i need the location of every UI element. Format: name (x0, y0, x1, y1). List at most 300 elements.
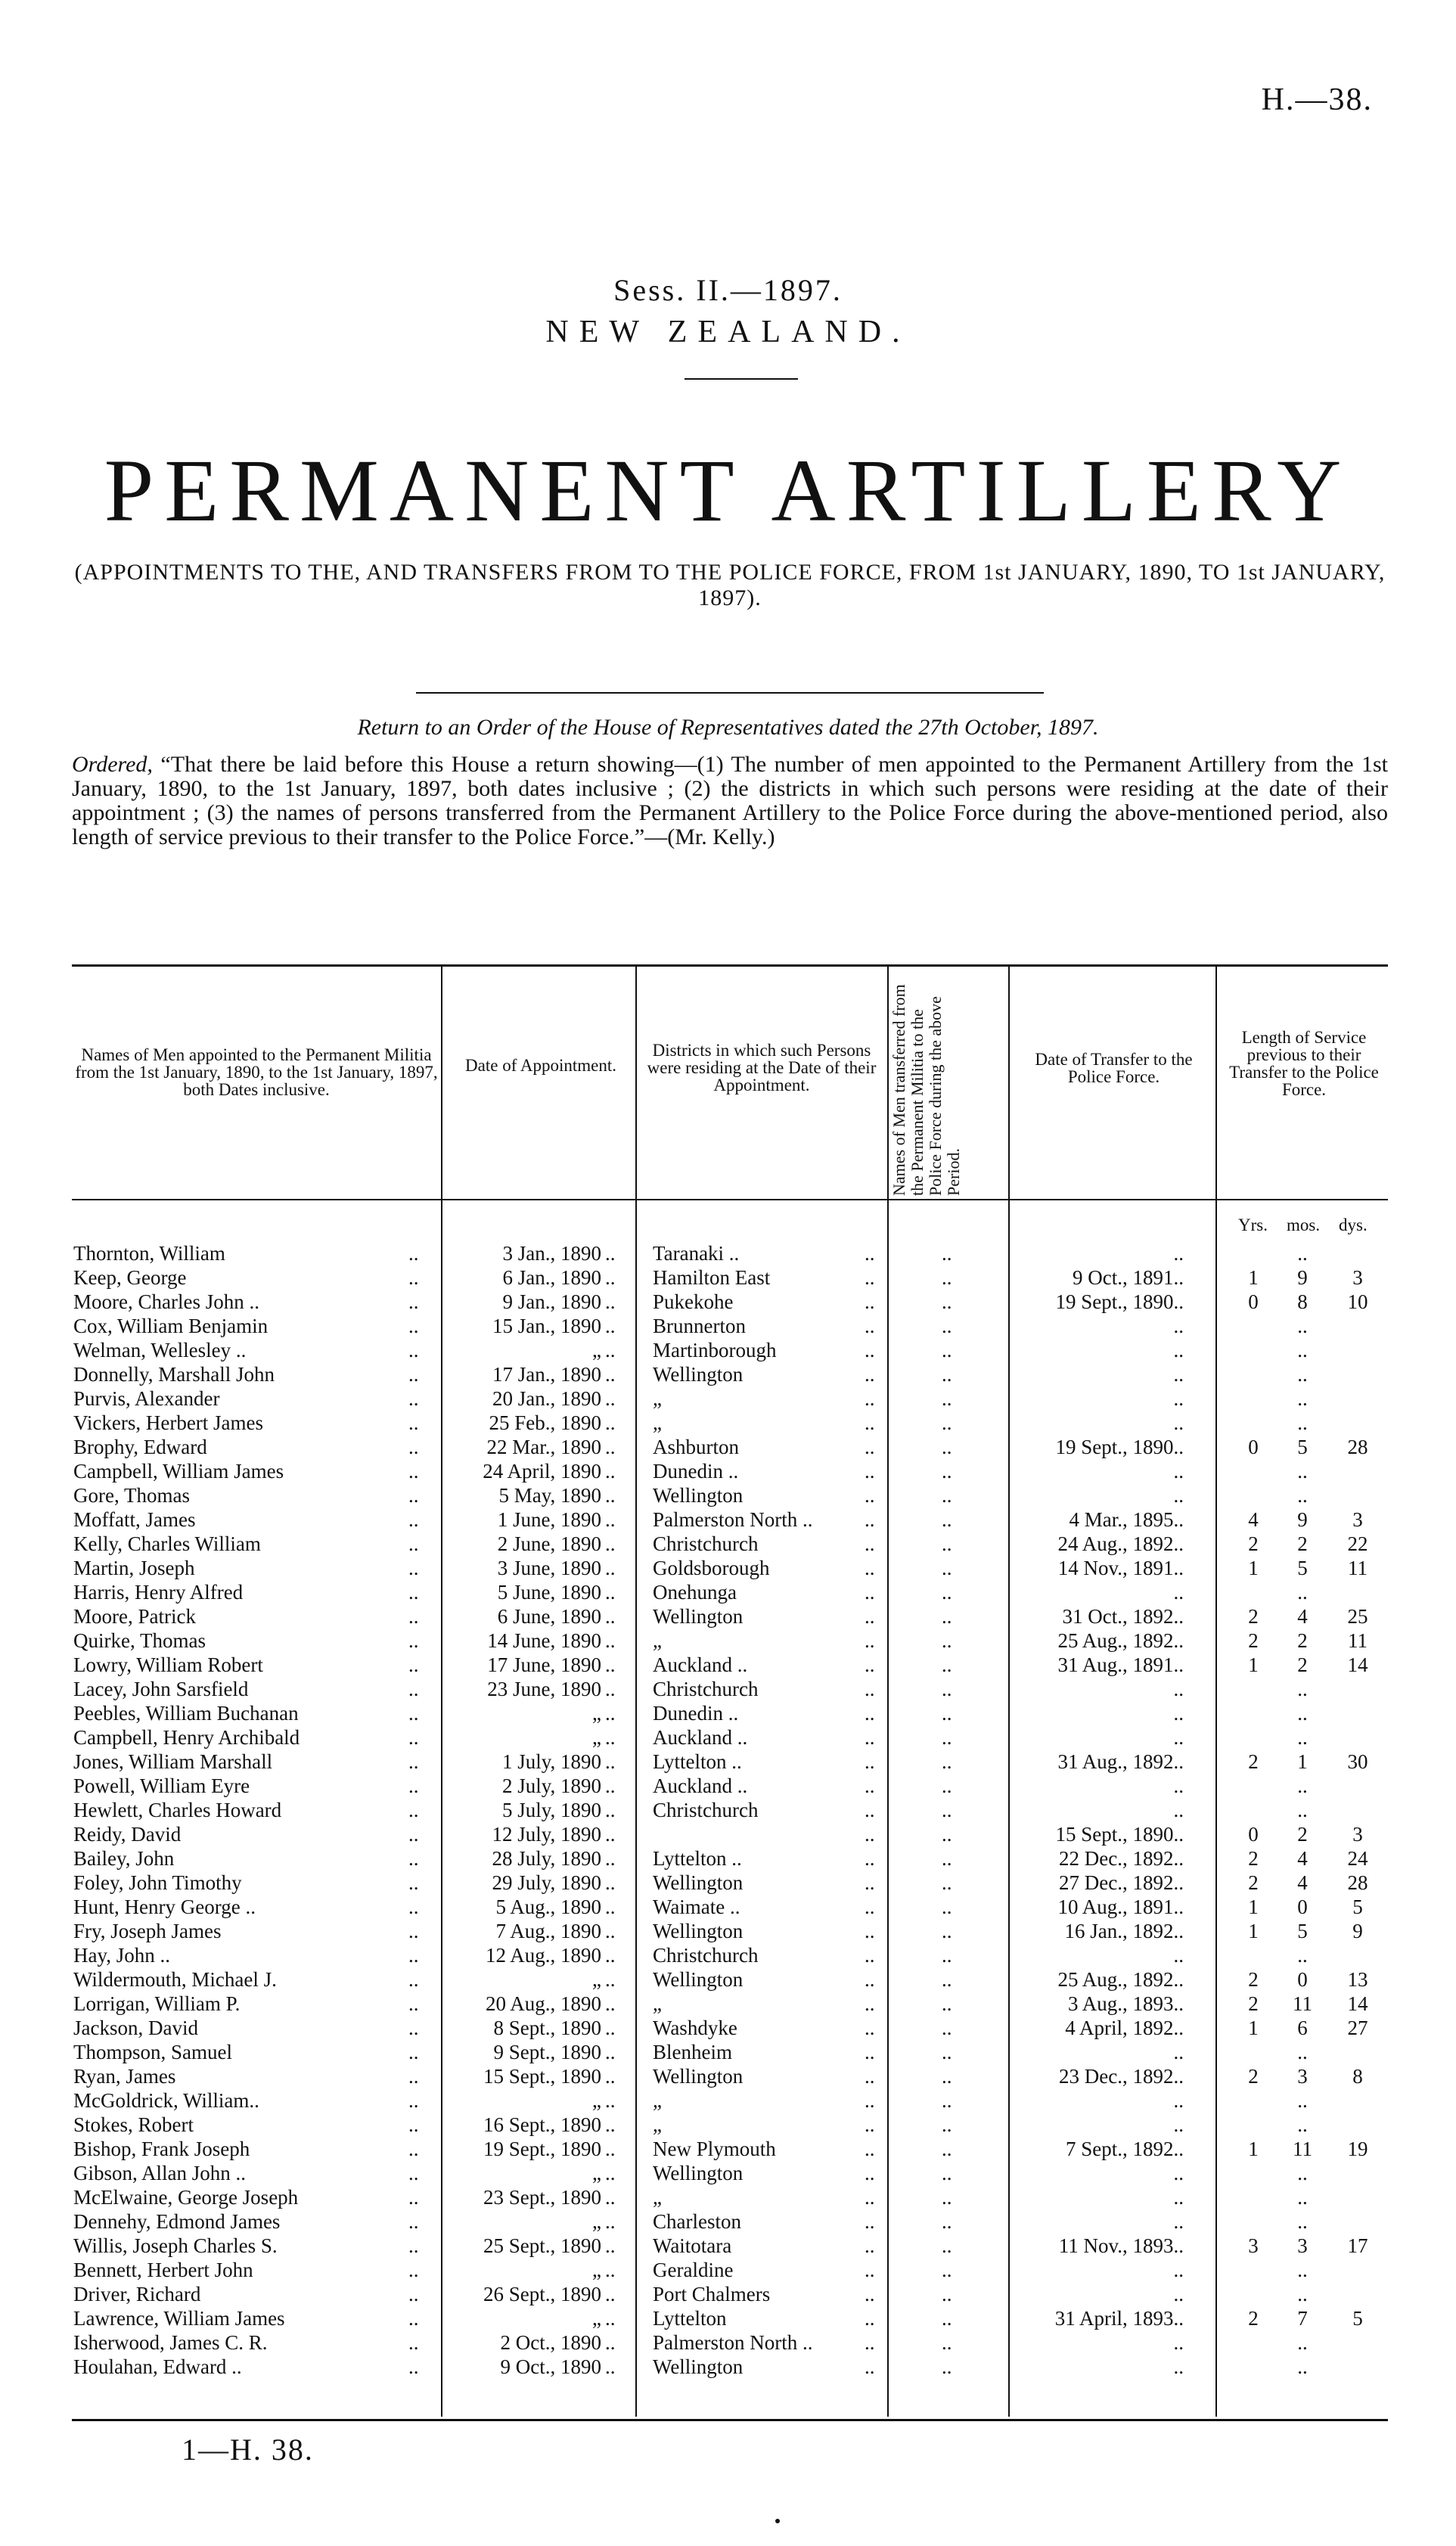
cell-date: 7 Aug., 1890 (495, 1920, 601, 1942)
cell-district: „ (653, 1992, 662, 2015)
cell-name: Cox, William Benjamin (73, 1315, 269, 1337)
leader-dots: .. (865, 1992, 875, 2015)
leader-dots: .. (942, 2331, 952, 2354)
cell-years: 1 (1248, 2017, 1259, 2039)
cell-transfer-date: 15 Sept., 1890.. (1055, 1823, 1184, 1846)
cell-months: 5 (1297, 1557, 1308, 1579)
footer-reference: 1—H. 38. (182, 2433, 314, 2467)
leader-dots: .. (865, 1605, 875, 1628)
leader-dots: .. (865, 1702, 875, 1725)
cell-name: Donnelly, Marshall John (73, 1363, 275, 1386)
cell-months: .. (1297, 1484, 1308, 1507)
leader-dots: .. (408, 2355, 419, 2378)
cell-transfer-date: .. (1173, 2041, 1184, 2063)
cell-district: Wellington (653, 1871, 744, 1894)
cell-district: „ (653, 2089, 662, 2112)
leader-dots: .. (605, 1387, 616, 1410)
appointments-table (72, 964, 1388, 2417)
leader-dots: .. (408, 1436, 419, 1458)
leader-dots: .. (942, 1896, 952, 1918)
leader-dots: .. (605, 1944, 616, 1967)
cell-name: Fry, Joseph James (73, 1920, 222, 1942)
cell-transfer-date: .. (1173, 1339, 1184, 1361)
leader-dots: .. (605, 1896, 616, 1918)
cell-name: Lawrence, William James (73, 2307, 285, 2330)
cell-date: „ (592, 1726, 601, 1749)
cell-date: 5 July, 1890 (501, 1799, 601, 1821)
leader-dots: .. (605, 1508, 616, 1531)
return-order-line: Return to an Order of the House of Representatives dated the 27th October, 1897. (357, 715, 1099, 740)
cell-date: 17 Jan., 1890 (492, 1363, 601, 1386)
cell-years: 3 (1248, 2234, 1259, 2257)
cell-district: Pukekohe (653, 1290, 734, 1313)
leader-dots: .. (605, 1871, 616, 1894)
cell-days: 11 (1348, 1557, 1368, 1579)
cell-name: Campbell, William James (73, 1460, 284, 1483)
cell-district: Wellington (653, 1484, 744, 1507)
cell-date: 9 Jan., 1890 (502, 1290, 601, 1313)
cell-district: „ (653, 1629, 662, 1652)
leader-dots: .. (408, 1968, 419, 1991)
table-bottom-rule (72, 2419, 1388, 2421)
leader-dots: .. (942, 1799, 952, 1821)
leader-dots: .. (605, 1750, 616, 1773)
cell-district: Port Chalmers (653, 2283, 771, 2305)
cell-date: 23 June, 1890 (487, 1678, 601, 1700)
leader-dots: .. (942, 1411, 952, 1434)
cell-transfer-date: .. (1173, 2162, 1184, 2184)
leader-dots: .. (865, 1339, 875, 1361)
leader-dots: .. (605, 1484, 616, 1507)
cell-name: Vickers, Herbert James (73, 1411, 264, 1434)
leader-dots: .. (605, 1581, 616, 1604)
leader-dots: .. (408, 2089, 419, 2112)
cell-transfer-date: .. (1173, 1702, 1184, 1725)
leader-dots: .. (942, 1363, 952, 1386)
cell-months: .. (1297, 2259, 1308, 2281)
leader-dots: .. (942, 2089, 952, 2112)
cell-date: „ (592, 1702, 601, 1725)
cell-days: 19 (1347, 2138, 1368, 2160)
leader-dots: .. (942, 1460, 952, 1483)
leader-dots: .. (605, 1363, 616, 1386)
cell-months: 6 (1297, 2017, 1308, 2039)
cell-months: .. (1297, 1411, 1308, 1434)
leader-dots: .. (408, 2186, 419, 2209)
cell-district: Auckland .. (653, 1774, 748, 1797)
cell-name: Gibson, Allan John .. (73, 2162, 247, 2184)
cell-district: Dunedin .. (653, 1702, 739, 1725)
leader-dots: .. (605, 2186, 616, 2209)
cell-transfer-date: .. (1173, 1387, 1184, 1410)
leader-dots: .. (605, 2162, 616, 2184)
cell-name: Jackson, David (73, 2017, 198, 2039)
leader-dots: .. (942, 2234, 952, 2257)
unit-days: dys. (1339, 1216, 1368, 1234)
cell-name: Isherwood, James C. R. (73, 2331, 268, 2354)
leader-dots: .. (408, 1871, 419, 1894)
cell-days: 14 (1347, 1992, 1368, 2015)
cell-months: 9 (1297, 1508, 1308, 1531)
cell-date: 5 June, 1890 (497, 1581, 601, 1604)
cell-months: .. (1297, 2162, 1308, 2184)
cell-months: .. (1297, 2186, 1308, 2209)
cell-name: Purvis, Alexander (73, 1387, 220, 1410)
cell-district: Palmerston North .. (653, 2331, 813, 2354)
cell-days: 5 (1352, 2307, 1363, 2330)
leader-dots: .. (408, 2210, 419, 2233)
cell-name: Gore, Thomas (73, 1484, 190, 1507)
cell-transfer-date: 31 Aug., 1891.. (1057, 1653, 1184, 1676)
leader-dots: .. (865, 1799, 875, 1821)
leader-dots: .. (865, 2283, 875, 2305)
cell-date: 14 June, 1890 (487, 1629, 601, 1652)
leader-dots: .. (865, 1266, 875, 1289)
cell-days: 22 (1347, 1532, 1368, 1555)
leader-dots: .. (408, 1315, 419, 1337)
leader-dots: .. (865, 2307, 875, 2330)
leader-dots: .. (408, 1920, 419, 1942)
cell-date: 24 April, 1890 (483, 1460, 601, 1483)
cell-days: 14 (1347, 1653, 1368, 1676)
cell-months: .. (1297, 2041, 1308, 2063)
cell-years: 1 (1248, 1266, 1259, 1289)
cell-months: .. (1297, 2113, 1308, 2136)
leader-dots: .. (942, 2186, 952, 2209)
leader-dots: .. (942, 1436, 952, 1458)
leader-dots: .. (865, 1290, 875, 1313)
leader-dots: .. (605, 2355, 616, 2378)
cell-district: Dunedin .. (653, 1460, 739, 1483)
leader-dots: .. (942, 1629, 952, 1652)
cell-transfer-date: .. (1173, 1726, 1184, 1749)
cell-transfer-date: .. (1173, 1411, 1184, 1434)
leader-dots: .. (865, 2234, 875, 2257)
cell-date: 23 Sept., 1890 (483, 2186, 601, 2209)
table-top-rule (72, 964, 1388, 967)
cell-date: 3 June, 1890 (497, 1557, 601, 1579)
leader-dots: .. (942, 2113, 952, 2136)
cell-date: 9 Sept., 1890 (493, 2041, 601, 2063)
leader-dots: .. (865, 2089, 875, 2112)
cell-years: 1 (1248, 1920, 1259, 1942)
cell-transfer-date: 10 Aug., 1891.. (1057, 1896, 1184, 1918)
leader-dots: .. (408, 1363, 419, 1386)
cell-name: Brophy, Edward (73, 1436, 207, 1458)
cell-name: Lorrigan, William P. (73, 1992, 241, 2015)
leader-dots: .. (942, 2138, 952, 2160)
cell-district: Waitotara (653, 2234, 732, 2257)
cell-name: Peebles, William Buchanan (73, 1702, 299, 1725)
leader-dots: .. (865, 1460, 875, 1483)
leader-dots: .. (408, 1460, 419, 1483)
cell-transfer-date: 24 Aug., 1892.. (1057, 1532, 1184, 1555)
leader-dots: .. (942, 2017, 952, 2039)
leader-dots: .. (865, 1363, 875, 1386)
leader-dots: .. (942, 1266, 952, 1289)
leader-dots: .. (408, 1629, 419, 1652)
cell-date: 2 July, 1890 (501, 1774, 601, 1797)
cell-name: Keep, George (73, 1266, 187, 1289)
leader-dots: .. (942, 1557, 952, 1579)
leader-dots: .. (408, 1847, 419, 1870)
cell-name: Thompson, Samuel (73, 2041, 232, 2063)
leader-dots: .. (408, 1605, 419, 1628)
leader-dots: .. (942, 2283, 952, 2305)
cell-years: 1 (1248, 1896, 1259, 1918)
leader-dots: .. (408, 1484, 419, 1507)
leader-dots: .. (408, 2331, 419, 2354)
leader-dots: .. (942, 1750, 952, 1773)
cell-transfer-date: .. (1173, 1799, 1184, 1821)
leader-dots: .. (942, 2065, 952, 2088)
cell-date: 22 Mar., 1890 (486, 1436, 601, 1458)
cell-name: Bailey, John (73, 1847, 175, 1870)
cell-months: 3 (1297, 2234, 1308, 2257)
leader-dots: .. (942, 1920, 952, 1942)
cell-transfer-date: .. (1173, 1484, 1184, 1507)
cell-date: „ (592, 2210, 601, 2233)
cell-district: Wellington (653, 2065, 744, 2088)
leader-dots: .. (865, 1242, 875, 1265)
leader-dots: .. (605, 1629, 616, 1652)
cell-district: Waimate .. (653, 1896, 740, 1918)
cell-date: 5 Aug., 1890 (495, 1896, 601, 1918)
leader-dots: .. (408, 1653, 419, 1676)
cell-name: Powell, William Eyre (73, 1774, 250, 1797)
cell-date: 1 July, 1890 (501, 1750, 601, 1773)
leader-dots: .. (865, 1726, 875, 1749)
table-header-rule (72, 1199, 1388, 1200)
cell-district: „ (653, 2186, 662, 2209)
cell-years: 1 (1248, 2138, 1259, 2160)
leader-dots: .. (942, 1968, 952, 1991)
cell-date: „ (592, 1339, 601, 1361)
leader-dots: .. (408, 2162, 419, 2184)
cell-date: „ (592, 2089, 601, 2112)
cell-months: .. (1297, 1581, 1308, 1604)
leader-dots: .. (942, 1242, 952, 1265)
leader-dots: .. (942, 1508, 952, 1531)
leader-dots: .. (865, 2041, 875, 2063)
cell-name: Driver, Richard (73, 2283, 201, 2305)
cell-district: Charleston (653, 2210, 741, 2233)
leader-dots: .. (865, 1581, 875, 1604)
cell-years: 2 (1248, 2307, 1259, 2330)
cell-months: 0 (1297, 1896, 1308, 1918)
cell-name: Dennehy, Edmond James (73, 2210, 281, 2233)
cell-months: .. (1297, 2355, 1308, 2378)
leader-dots: .. (408, 1992, 419, 2015)
cell-transfer-date: .. (1173, 2259, 1184, 2281)
leader-dots: .. (408, 2113, 419, 2136)
leader-dots: .. (408, 2234, 419, 2257)
cell-district: Washdyke (653, 2017, 737, 2039)
cell-name: Ryan, James (73, 2065, 176, 2088)
leader-dots: .. (605, 2210, 616, 2233)
cell-name: Hewlett, Charles Howard (73, 1799, 282, 1821)
leader-dots: .. (605, 1653, 616, 1676)
cell-name: Lowry, William Robert (73, 1653, 263, 1676)
leader-dots: .. (408, 1702, 419, 1725)
leader-dots: .. (408, 1339, 419, 1361)
cell-name: McElwaine, George Joseph (73, 2186, 299, 2209)
leader-dots: .. (605, 1992, 616, 2015)
cell-transfer-date: 22 Dec., 1892.. (1059, 1847, 1184, 1870)
leader-dots: .. (605, 2113, 616, 2136)
leader-dots: .. (408, 1944, 419, 1967)
leader-dots: .. (605, 1920, 616, 1942)
leader-dots: .. (408, 1750, 419, 1773)
leader-dots: .. (605, 2307, 616, 2330)
cell-transfer-date: .. (1173, 2331, 1184, 2354)
leader-dots: .. (605, 1678, 616, 1700)
section-divider (416, 692, 1044, 694)
cell-days: 28 (1347, 1436, 1368, 1458)
cell-months: .. (1297, 1387, 1308, 1410)
leader-dots: .. (605, 1726, 616, 1749)
leader-dots: .. (605, 1968, 616, 1991)
cell-transfer-date: .. (1173, 2210, 1184, 2233)
cell-name: Wildermouth, Michael J. (73, 1968, 277, 1991)
leader-dots: .. (865, 2186, 875, 2209)
cell-name: Foley, John Timothy (73, 1871, 242, 1894)
leader-dots: .. (605, 2065, 616, 2088)
cell-transfer-date: .. (1173, 1363, 1184, 1386)
cell-months: 7 (1297, 2307, 1308, 2330)
leader-dots: .. (865, 1871, 875, 1894)
cell-date: 20 Aug., 1890 (485, 1992, 601, 2015)
cell-name: Kelly, Charles William (73, 1532, 261, 1555)
cell-months: .. (1297, 1460, 1308, 1483)
cell-days: 9 (1352, 1920, 1363, 1942)
cell-district: Auckland .. (653, 1653, 748, 1676)
leader-dots: .. (605, 2259, 616, 2281)
cell-transfer-date: 11 Nov., 1893.. (1058, 2234, 1184, 2257)
cell-transfer-date: .. (1173, 2089, 1184, 2112)
cell-years: 2 (1248, 1629, 1259, 1652)
leader-dots: .. (408, 2307, 419, 2330)
cell-date: 5 May, 1890 (498, 1484, 601, 1507)
cell-name: Campbell, Henry Archibald (73, 1726, 300, 1749)
cell-district: Ashburton (653, 1436, 739, 1458)
cell-district: Lyttelton (653, 2307, 727, 2330)
leader-dots: .. (408, 2017, 419, 2039)
cell-years: 2 (1248, 1871, 1259, 1894)
cell-transfer-date: 31 Oct., 1892.. (1062, 1605, 1184, 1628)
cell-years: 2 (1248, 1968, 1259, 1991)
leader-dots: .. (942, 1726, 952, 1749)
cell-district: Christchurch (653, 1944, 759, 1967)
cell-name: McGoldrick, William.. (73, 2089, 259, 2112)
cell-months: 2 (1297, 1532, 1308, 1555)
cell-months: 11 (1293, 1992, 1312, 2015)
cell-district: Blenheim (653, 2041, 732, 2063)
leader-dots: .. (408, 1823, 419, 1846)
leader-dots: .. (865, 1823, 875, 1846)
column-divider (635, 964, 637, 2417)
cell-transfer-date: 27 Dec., 1892.. (1059, 1871, 1184, 1894)
short-divider (685, 378, 798, 380)
cell-transfer-date: .. (1173, 1944, 1184, 1967)
cell-months: 3 (1297, 2065, 1308, 2088)
document-subtitle: (APPOINTMENTS TO THE, AND TRANSFERS FROM TO THE POLICE FORCE, FROM 1st JANUARY, 1890, TO 1st JANUARY, 1897). (74, 560, 1386, 610)
cell-transfer-date: 25 Aug., 1892.. (1057, 1629, 1184, 1652)
cell-months: 1 (1297, 1750, 1308, 1773)
ordered-text: “That there be laid before this House a return showing—(1) The number of men appointed to the Permanent Artillery from the 1st January, 1890, to the 1st January, 1897, both dates inclusive ; (2) the districts in which such persons were residing at the date of their appointment ; (3) the names of persons transferred from the Permanent Artillery to the Police Force during the above-mentioned period, also length of service previous to their transfer to the Police Force.”—(Mr. Kelly.) (72, 752, 1389, 849)
cell-date: 15 Sept., 1890 (483, 2065, 601, 2088)
cell-years: 2 (1248, 1750, 1259, 1773)
cell-name: Hunt, Henry George .. (73, 1896, 256, 1918)
cell-name: Moffatt, James (73, 1508, 196, 1531)
leader-dots: .. (865, 1436, 875, 1458)
leader-dots: .. (865, 1944, 875, 1967)
cell-years: 2 (1248, 1532, 1259, 1555)
leader-dots: .. (942, 1387, 952, 1410)
leader-dots: .. (605, 1702, 616, 1725)
cell-name: Hay, John .. (73, 1944, 170, 1967)
cell-days: 5 (1352, 1896, 1363, 1918)
cell-months: 4 (1297, 1605, 1308, 1628)
leader-dots: .. (865, 2138, 875, 2160)
cell-months: .. (1297, 1944, 1308, 1967)
ordered-lead: Ordered, (72, 752, 153, 777)
leader-dots: .. (865, 2259, 875, 2281)
cell-date: 12 July, 1890 (492, 1823, 601, 1846)
cell-district: Hamilton East (653, 1266, 771, 1289)
leader-dots: .. (605, 1266, 616, 1289)
cell-district: Wellington (653, 1920, 744, 1942)
cell-date: 29 July, 1890 (492, 1871, 601, 1894)
leader-dots: .. (408, 1799, 419, 1821)
cell-days: 13 (1347, 1968, 1368, 1991)
leader-dots: .. (865, 1896, 875, 1918)
cell-transfer-date: 19 Sept., 1890.. (1055, 1436, 1184, 1458)
cell-district: Lyttelton .. (653, 1847, 742, 1870)
cell-months: 2 (1297, 1823, 1308, 1846)
cell-date: 17 June, 1890 (487, 1653, 601, 1676)
leader-dots: .. (942, 1532, 952, 1555)
cell-transfer-date: 31 Aug., 1892.. (1057, 1750, 1184, 1773)
cell-years: 2 (1248, 1992, 1259, 2015)
cell-transfer-date: .. (1173, 1774, 1184, 1797)
leader-dots: .. (942, 1339, 952, 1361)
leader-dots: .. (865, 1629, 875, 1652)
cell-date: 28 July, 1890 (492, 1847, 601, 1870)
ordered-paragraph (72, 753, 1388, 849)
cell-transfer-date: .. (1173, 2355, 1184, 2378)
cell-date: 16 Sept., 1890 (483, 2113, 601, 2136)
cell-name: Moore, Charles John .. (73, 1290, 259, 1313)
unit-months: mos. (1287, 1216, 1321, 1234)
cell-name: Moore, Patrick (73, 1605, 196, 1628)
leader-dots: .. (408, 1242, 419, 1265)
leader-dots: .. (605, 1460, 616, 1483)
leader-dots: .. (942, 2162, 952, 2184)
leader-dots: .. (865, 2355, 875, 2378)
leader-dots: .. (865, 1508, 875, 1531)
cell-years: 4 (1248, 1508, 1259, 1531)
cell-date: 6 Jan., 1890 (502, 1266, 601, 1289)
leader-dots: .. (942, 1871, 952, 1894)
leader-dots: .. (865, 1315, 875, 1337)
cell-months: .. (1297, 1242, 1308, 1265)
cell-years: 0 (1248, 1823, 1259, 1846)
leader-dots: .. (408, 2041, 419, 2063)
cell-name: Bishop, Frank Joseph (73, 2138, 250, 2160)
leader-dots: .. (408, 1387, 419, 1410)
cell-months: .. (1297, 2210, 1308, 2233)
